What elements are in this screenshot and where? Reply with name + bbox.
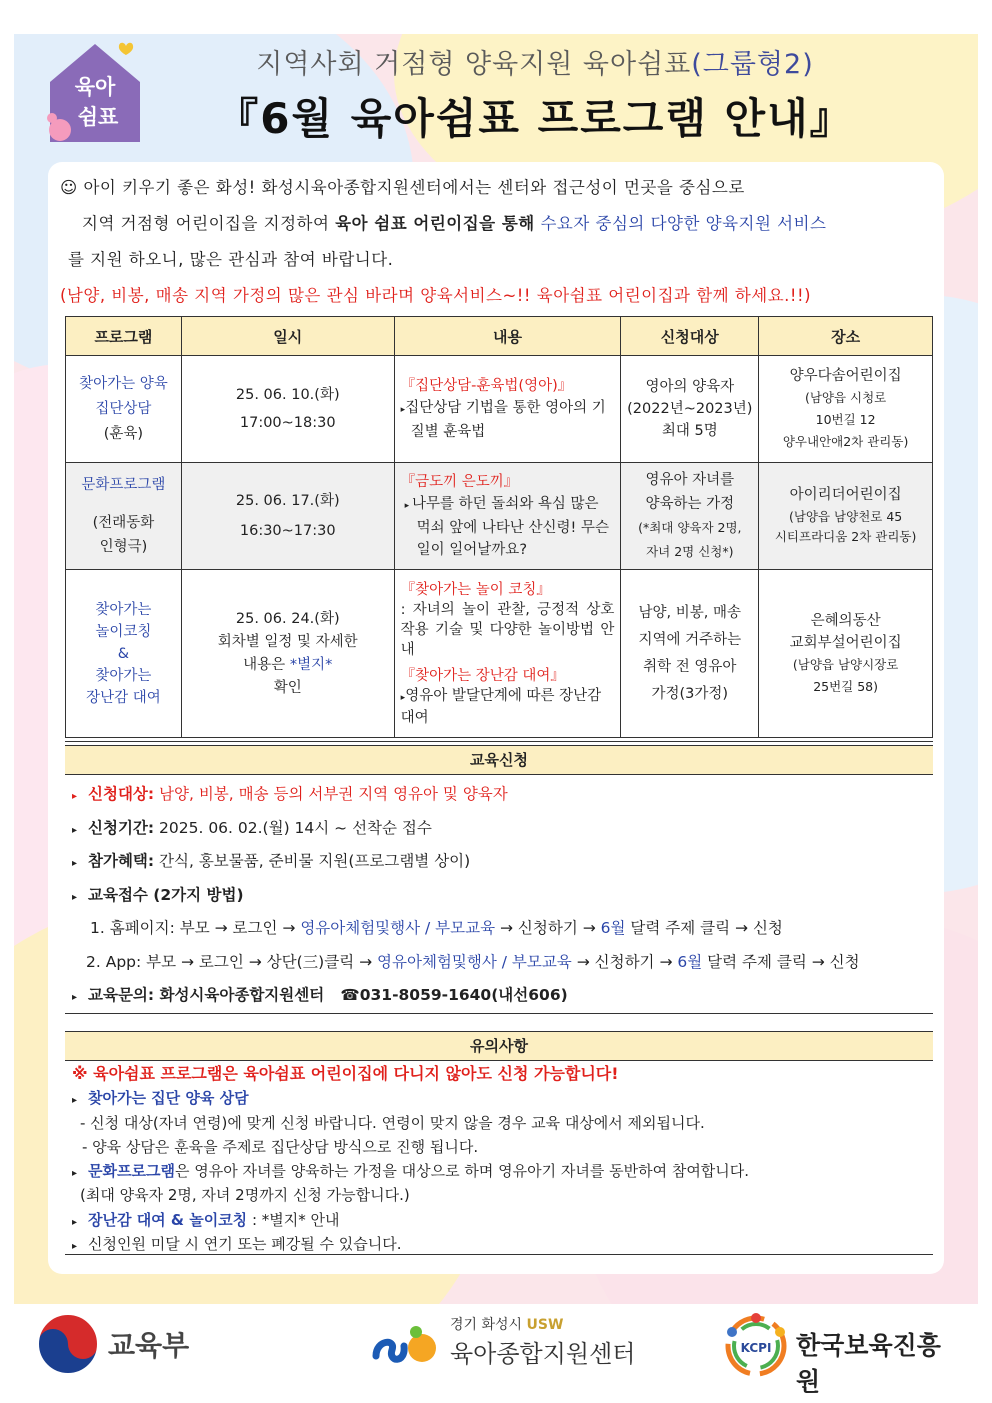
kcpi-logo: KCPI 한국보육진흥원 <box>722 1310 952 1380</box>
divider <box>65 1013 933 1014</box>
apply-method-homepage: 1. 홈페이지: 부모 → 로그인 → 영유아체험및행사 / 부모교육 → 신청하기 → 6월 달력 주제 클릭 → 신청 <box>90 919 783 937</box>
taegeuk-icon <box>36 1312 100 1376</box>
apply-target: ▸ 신청대상: 남양, 비봉, 매송 등의 서부권 지역 영유아 및 양육자 <box>72 785 508 803</box>
logo-text-bottom: 쉼표 <box>77 105 119 129</box>
intro-paragraph: ☺ 아이 키우기 좋은 화성! 화성시육아종합지원센터에서는 센터와 접근성이 먼곳을 중심으로 지역 거점형 어린이집을 지정하여 육아 쉼표 어린이집을 통해 수요자 중심의 다양한 양육지원 서비스 를 지원 하오니, 많은 관심과 참여 바랍니다. (남양, 비봉, 매송 지역 가정의 많은 관심 바라며 양육서비스~!! 육아쉼표 어린이집과 함께 하세요.!!) <box>60 170 940 314</box>
apply-method: ▸ 교육접수 (2가지 방법) <box>72 885 244 904</box>
notes-heading: 유의사항 <box>65 1031 933 1061</box>
divider <box>65 741 933 742</box>
subtitle: 지역사회 거점형 양육지원 육아쉼표(그룹형2) <box>256 49 814 80</box>
apply-period: ▸ 신청기간: 2025. 06. 02.(월) 14시 ~ 선착순 접수 <box>72 818 432 837</box>
notes-section: ※ 육아쉼표 프로그램은 육아쉼표 어린이집에 다니지 않아도 신청 가능합니다! ▸ 찾아가는 집단 양육 상담 - 신청 대상(자녀 연령)에 맞게 신청 바랍니다. 연령이 맞지 않을 경우 교육 대상에서 제외됩니다. - 양육 상담은 훈육을 주제로 집단상담 방식으로 진행 됩니다. ▸ 문화프로그램은 영유아 자녀를 양육하는 가정을 대상으로 하며 영유아기 자녀를 동반하여 참여합니다. (최대 양육자 2명, 자녀 2명까지 신청 가능합니다.) ▸ 장난감 대여 & 놀이코칭 : *별지* 안내 ▸ 신청인원 미달 시 연기 또는 폐강될 수 있습니다. <box>72 1064 750 1254</box>
apply-contact: ▸ 교육문의: 화성시육아종합지원센터 ☎031-8059-1640(내선606) <box>72 986 568 1004</box>
table-header-row: 프로그램 일시 내용 신청대상 장소 <box>66 317 933 356</box>
program-table <box>65 316 933 738</box>
hwaseong-center-logo: 경기 화성시 USW 육아종합지원센터 <box>370 1310 660 1380</box>
kcpi-badge-text: KCPI <box>740 1341 772 1355</box>
table-row: 찾아가는 놀이코칭 & 찾아가는 장난감 대여 25. 06. 24.(화) 회차별 일정 및 자세한 내용은 *별지* 확인 『찾아가는 놀이 코칭』 : 자녀의 놀이 관찰, 긍정적 상호작용 기술 및 다양한 놀이방법 안내 『찾아가는 장난감 대여』 ▸영유아 발달단계에 따른 장난감 대여 남양, 비봉, 매송 지역에 거주하는 취학 전 영유아 가정(3가정) 은혜의동산 교회부설어린이집 (남양읍 남양시장로 25번길 58) <box>66 570 933 738</box>
moe-logo: 교육부 <box>36 1310 236 1380</box>
kcpi-emblem-icon <box>722 1312 792 1378</box>
apply-method-app: 2. App: 부모 → 로그인 → 상단(三)클릭 → 영유아체험및행사 / 부모교육 → 신청하기 → 6월 달력 주제 클릭 → 신청 <box>86 952 860 971</box>
yuga-shimpyo-logo <box>40 38 150 150</box>
intro-highlight: (남양, 비봉, 매송 지역 가정의 많은 관심 바라며 양육서비스~!! 육아쉼표 어린이집과 함께 하세요.!!) <box>60 286 812 305</box>
table-row: 찾아가는 양육 집단상담 (훈육) 25. 06. 10.(화) 17:00~18:30 『집단상담-훈육법(영아)』 ▸집단상담 기법을 통한 영아의 기질별 훈육법 영아의 양육자 (2022년~2023년) 최대 5명 양우다솜어린이집 (남양읍 시청로 10번길 12 양우내안애2차 관리동) <box>66 356 933 463</box>
apply-heading: 교육신청 <box>65 745 933 775</box>
divider <box>65 1254 933 1255</box>
page-title: 『6월 육아쉼표 프로그램 안내』 <box>216 94 854 143</box>
logo-text-top: 육아 <box>74 75 116 99</box>
table-row: 문화프로그램 (전래동화 인형극) 25. 06. 17.(화) 16:30~17:30 『금도끼 은도끼』 ▸ 나무를 하던 돌쇠와 욕심 많은 먹쇠 앞에 나타난 산신령! 무슨 일이 일어날까요? 영유아 자녀를 양육하는 가정 (*최대 양육자 2명, 자녀 2명 신청*) 아이리더어린이집 (남양읍 남양천로 45 시티프라디움 2차 관리동) <box>66 463 933 570</box>
apply-benefit: ▸ 참가혜택: 간식, 홍보물품, 준비물 지원(프로그램별 상이) <box>72 852 471 870</box>
center-emblem-icon <box>370 1316 442 1376</box>
apply-section <box>72 778 942 1013</box>
